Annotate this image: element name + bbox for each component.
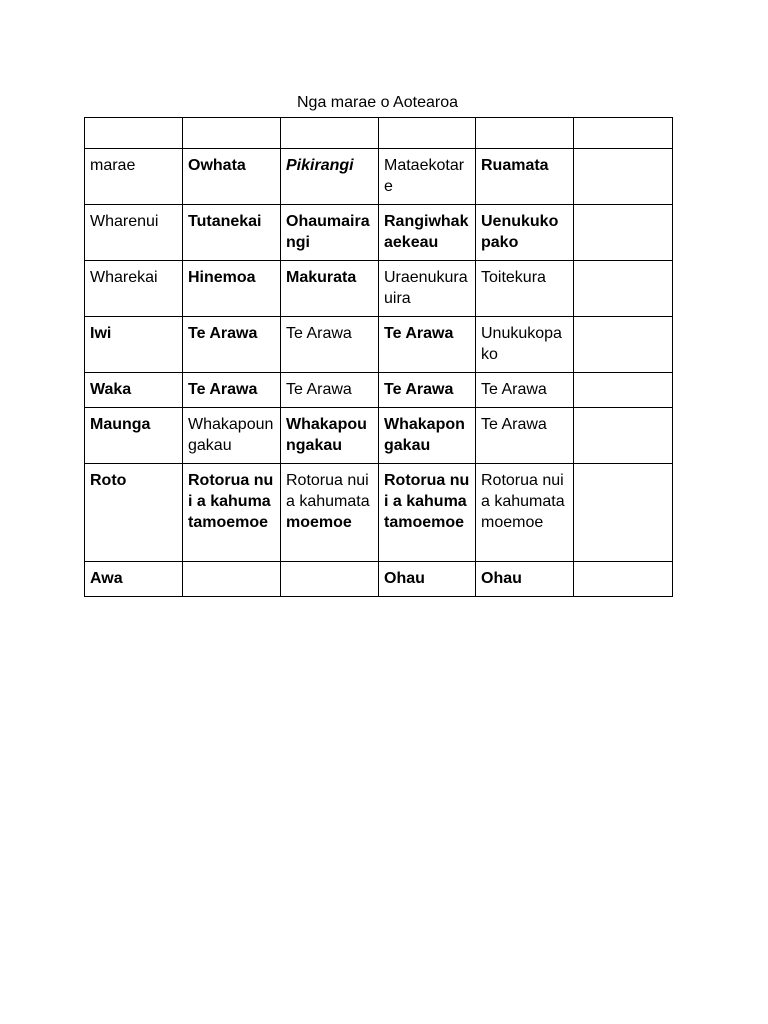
row-label-awa: Awa — [85, 562, 183, 597]
table-cell: Te Arawa — [281, 373, 379, 408]
table-row-header — [85, 118, 673, 149]
table-cell: Whakapoungakau — [281, 408, 379, 464]
table-cell — [183, 562, 281, 597]
table-cell: Te Arawa — [183, 317, 281, 373]
table-cell: Whakapongakau — [379, 408, 476, 464]
table-cell: Uenukukopako — [476, 205, 574, 261]
table-row-iwi — [85, 317, 673, 373]
table-row-marae — [85, 149, 673, 205]
table-cell: Te Arawa — [379, 317, 476, 373]
marae-table — [84, 117, 673, 597]
table-row-wharenui — [85, 205, 673, 261]
row-label-waka: Waka — [85, 373, 183, 408]
table-cell — [281, 118, 379, 149]
table-cell: Ohau — [379, 562, 476, 597]
table-cell — [574, 149, 673, 205]
table-cell: Pikirangi — [281, 149, 379, 205]
cell-text-regular: Rotorua nui a kahumata — [286, 472, 370, 510]
row-label-maunga: Maunga — [85, 408, 183, 464]
table-cell — [574, 373, 673, 408]
row-label-marae: marae — [85, 149, 183, 205]
table-cell: Rotorua nui a kahumatamoemoe — [476, 464, 574, 562]
row-label-wharekai: Wharekai — [85, 261, 183, 317]
row-label-wharenui: Wharenui — [85, 205, 183, 261]
table-cell: Te Arawa — [379, 373, 476, 408]
table-row-wharekai — [85, 261, 673, 317]
table-cell: Te Arawa — [281, 317, 379, 373]
table-cell — [476, 118, 574, 149]
table-cell: Toitekura — [476, 261, 574, 317]
table-cell: Makurata — [281, 261, 379, 317]
table-cell — [85, 118, 183, 149]
row-label-roto: Roto — [85, 464, 183, 562]
table-cell: Rangiwhakaekeau — [379, 205, 476, 261]
table-row-maunga — [85, 408, 673, 464]
cell-text-bold: moemoe — [286, 514, 352, 531]
table-cell: Hinemoa — [183, 261, 281, 317]
page-title: Nga marae o Aotearoa — [297, 94, 458, 111]
table-cell: Ohau — [476, 562, 574, 597]
table-row-waka — [85, 373, 673, 408]
table-cell — [574, 261, 673, 317]
table-cell: Mataekotare — [379, 149, 476, 205]
table-row-awa — [85, 562, 673, 597]
table-cell: Te Arawa — [183, 373, 281, 408]
table-cell: Ruamata — [476, 149, 574, 205]
table-cell — [574, 118, 673, 149]
table-cell — [574, 464, 673, 562]
table-cell: Whakapoungakau — [183, 408, 281, 464]
table-cell: Uraenukurauira — [379, 261, 476, 317]
table-cell: Te Arawa — [476, 373, 574, 408]
table-cell: Ohaumairangi — [281, 205, 379, 261]
table-cell — [574, 408, 673, 464]
table-cell: Tutanekai — [183, 205, 281, 261]
table-cell: Te Arawa — [476, 408, 574, 464]
table-cell — [379, 118, 476, 149]
table-cell — [574, 205, 673, 261]
table-cell — [574, 317, 673, 373]
table-cell: Owhata — [183, 149, 281, 205]
table-cell-mixed — [281, 464, 379, 562]
row-label-iwi: Iwi — [85, 317, 183, 373]
table-row-roto — [85, 464, 673, 562]
table-cell — [183, 118, 281, 149]
table-cell — [281, 562, 379, 597]
table-cell: Rotorua nui a kahumatamoemoe — [183, 464, 281, 562]
table-cell: Rotorua nui a kahumatamoemoe — [379, 464, 476, 562]
table-cell — [574, 562, 673, 597]
table-cell: Unukukopako — [476, 317, 574, 373]
